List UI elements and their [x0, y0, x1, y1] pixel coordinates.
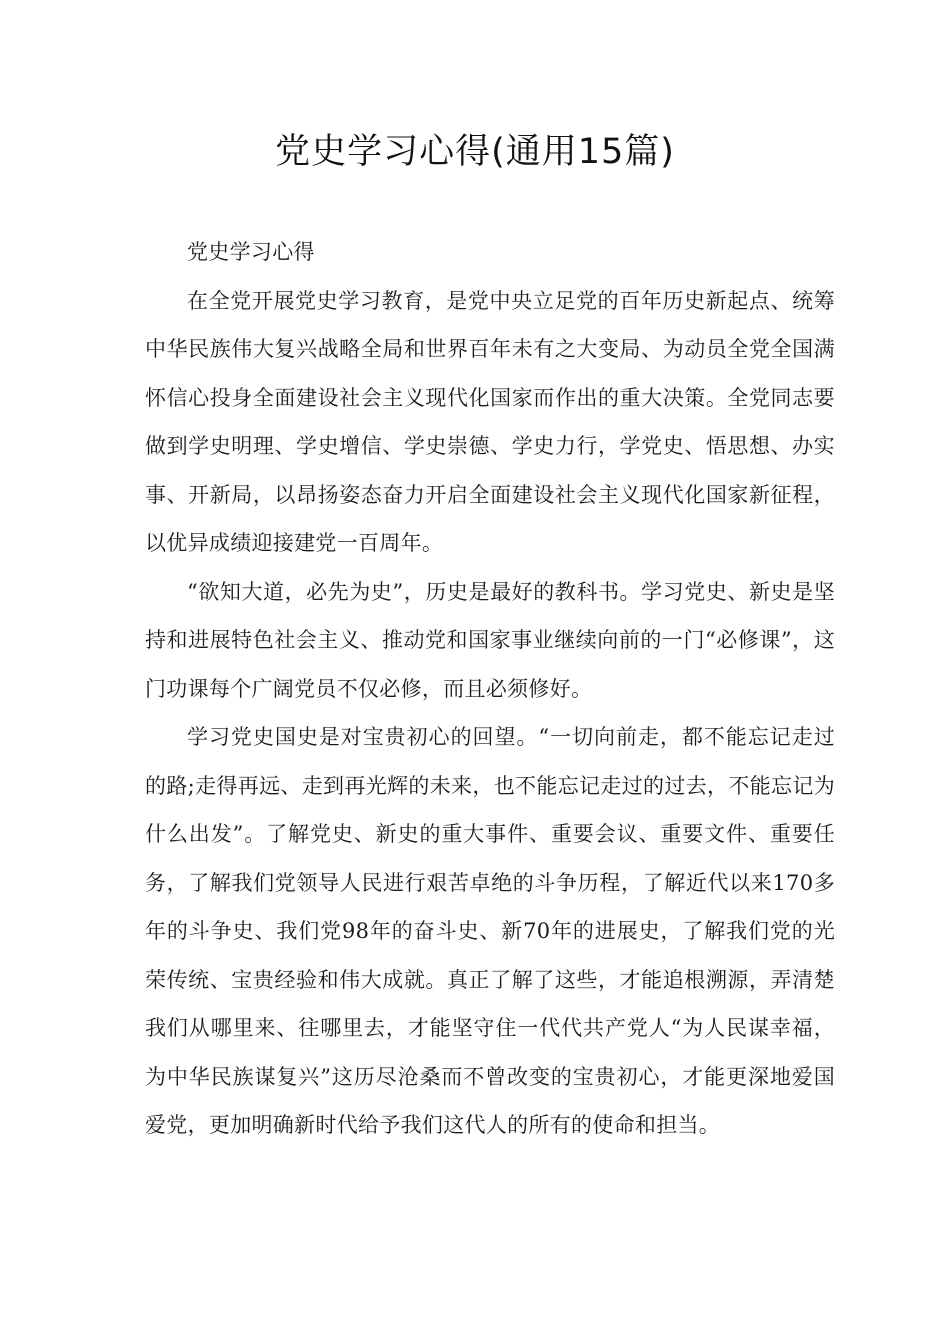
paragraph-3: 学习党史国史是对宝贵初心的回望。“一切向前走，都不能忘记走过的路;走得再远、走到再光辉的未来，也不能忘记走过的过去，不能忘记为什么出发”。了解党史、新史的重大事件、重要会议、重要文件、重要任务，了解我们党领导人民进行艰苦卓绝的斗争历程，了解近代以来170多年的斗争史、我们党98年的奋斗史、新70年的进展史，了解我们党的光荣传统、宝贵经验和伟大成就。真正了解了这些，才能追根溯源，弄清楚我们从哪里来、往哪里去，才能坚守住一代代共产党人“为人民谋幸福，为中华民族谋复兴”这历尽沧桑而不曾改变的宝贵初心，才能更深地爱国爱党，更加明确新时代给予我们这代人的所有的使命和担当。 [145, 725, 835, 1137]
document-body [145, 228, 835, 1150]
section-heading: 党史学习心得 [187, 240, 315, 264]
paragraph-1: 在全党开展党史学习教育，是党中央立足党的百年历史新起点、统筹中华民族伟大复兴战略全局和世界百年未有之大变局、为动员全党全国满怀信心投身全面建设社会主义现代化国家而作出的重大决策。全党同志要做到学史明理、学史增信、学史崇德、学史力行，学党史、悟思想、办实事、开新局，以昂扬姿态奋力开启全面建设社会主义现代化国家新征程，以优异成绩迎接建党一百周年。 [145, 288, 835, 555]
document-title: 党史学习心得(通用15篇) [275, 132, 675, 172]
paragraph-2: “欲知大道，必先为史”，历史是最好的教科书。学习党史、新史是坚持和进展特色社会主义、推动党和国家事业继续向前的一门“必修课”，这门功课每个广阔党员不仅必修，而且必须修好。 [145, 579, 835, 701]
